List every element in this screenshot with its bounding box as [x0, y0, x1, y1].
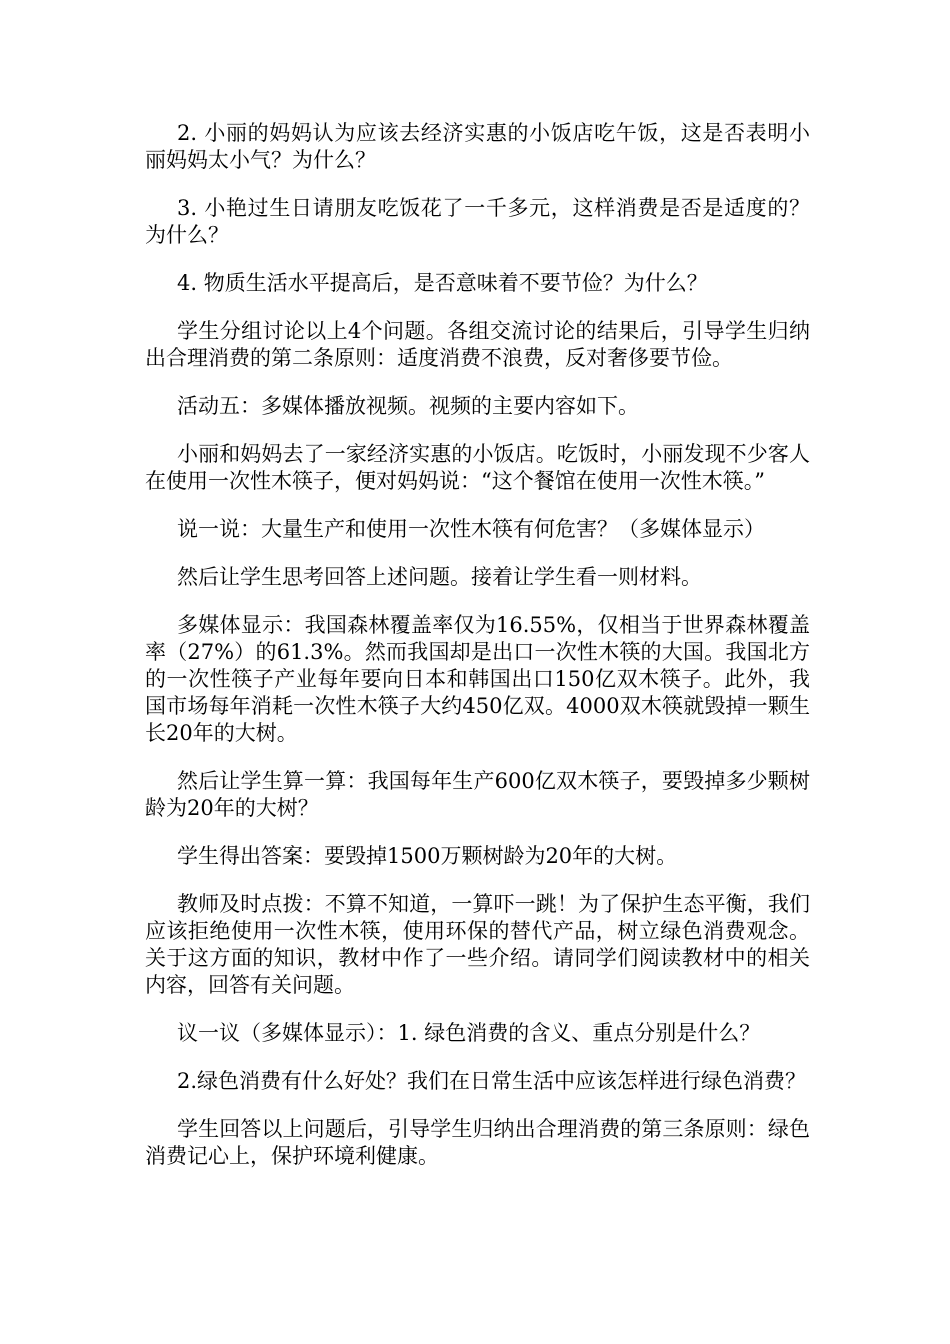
second-principle-paragraph: 学生分组讨论以上4个问题。各组交流讨论的结果后，引导学生归纳出合理消费的第二条原则：适度消费不浪费，反对奢侈要节俭。	[145, 319, 810, 370]
green-consumption-question-1: 议一议（多媒体显示）：1. 绿色消费的含义、重点分别是什么？	[177, 1021, 761, 1045]
material-intro-paragraph: 然后让学生思考回答上述问题。接着让学生看一则材料。	[177, 565, 702, 589]
third-principle-paragraph: 学生回答以上问题后，引导学生归纳出合理消费的第三条原则：绿色消费记心上，保护环境利健康。	[145, 1117, 810, 1168]
green-consumption-question-2: 2.绿色消费有什么好处？我们在日常生活中应该怎样进行绿色消费？	[177, 1069, 807, 1093]
activity-five-paragraph: 活动五：多媒体播放视频。视频的主要内容如下。	[177, 394, 639, 418]
calculation-paragraph: 然后让学生算一算：我国每年生产600亿双木筷子，要毁掉多少颗树龄为20年的大树？	[145, 769, 810, 820]
answer-paragraph: 学生得出答案：要毁掉1500万颗树龄为20年的大树。	[177, 844, 678, 868]
question-2-paragraph: 2. 小丽的妈妈认为应该去经济实惠的小饭店吃午饭，这是否表明小丽妈妈太小气？为什么？	[145, 121, 810, 172]
document-body	[145, 120, 810, 1191]
question-4-paragraph: 4. 物质生活水平提高后，是否意味着不要节俭？为什么？	[177, 271, 708, 295]
discussion-prompt-paragraph: 说一说：大量生产和使用一次性木筷有何危害？（多媒体显示）	[177, 517, 765, 541]
forest-data-paragraph: 多媒体显示：我国森林覆盖率仅为16.55%，仅相当于世界森林覆盖率（27%）的61.3%。然而我国却是出口一次性木筷的大国。我国北方的一次性筷子产业每年要向日本和韩国出口150亿双木筷子。此外，我国市场每年消耗一次性木筷子大约450亿双。4000双木筷就毁掉一颗生长20年的大树。	[145, 613, 810, 745]
question-3-paragraph: 3. 小艳过生日请朋友吃饭花了一千多元，这样消费是否是适度的？为什么？	[145, 196, 810, 247]
teacher-guidance-paragraph: 教师及时点拨：不算不知道，一算吓一跳！为了保护生态平衡，我们应该拒绝使用一次性木筷，使用环保的替代产品，树立绿色消费观念。关于这方面的知识，教材中作了一些介绍。请同学们阅读教材中的相关内容，回答有关问题。	[145, 892, 810, 997]
video-content-paragraph: 小丽和妈妈去了一家经济实惠的小饭店。吃饭时，小丽发现不少客人在使用一次性木筷子，便对妈妈说：“这个餐馆在使用一次性木筷。”	[145, 442, 810, 493]
